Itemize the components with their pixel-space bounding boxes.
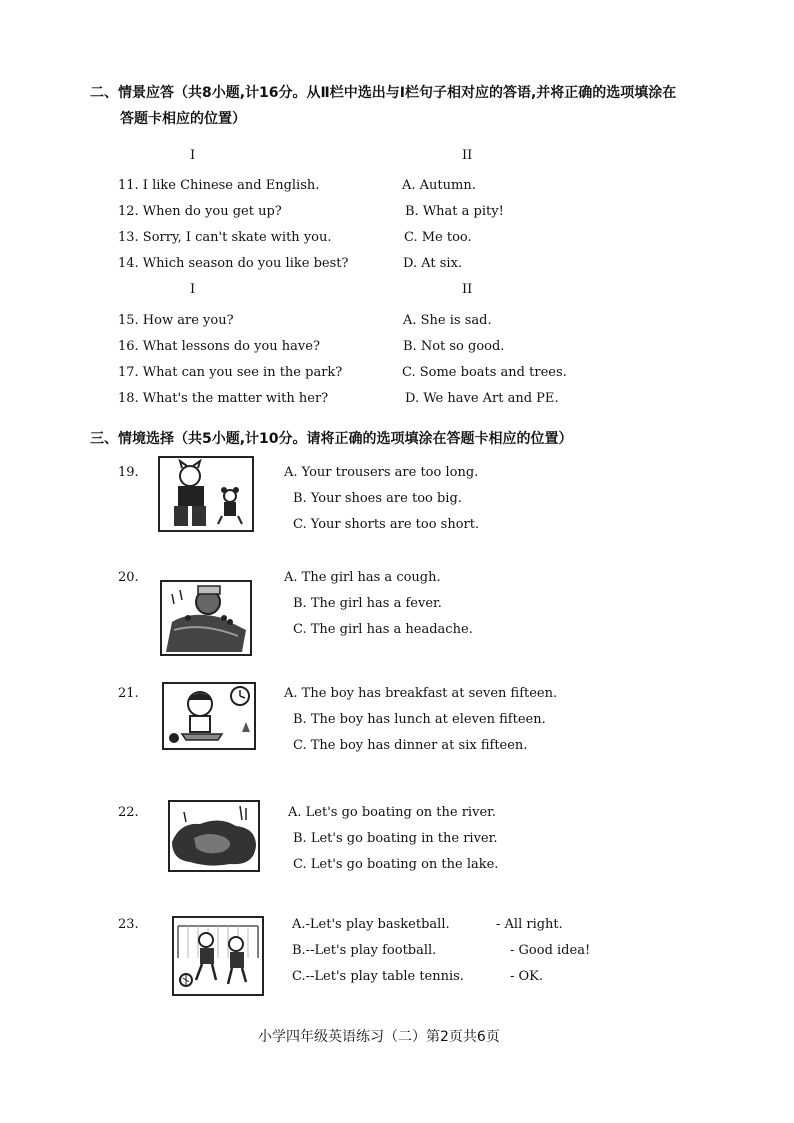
question-15: 15. How are you? [118,313,234,328]
question-11: 11. I like Chinese and English. [118,178,320,193]
option-22-a: A. Let's go boating on the river. [288,805,497,820]
question-21-number: 21. [118,686,139,701]
section3-heading: 三、情境选择（共5小题,计10分。请将正确的选项填涂在答题卡相应的位置） [90,431,573,447]
section2-heading-line2: 答题卡相应的位置） [120,111,246,127]
option-20-a: A. The girl has a cough. [284,570,441,585]
reply-23-a: - All right. [496,917,563,932]
option-20-c: C. The girl has a headache. [293,622,473,637]
question-12: 12. When do you get up? [118,204,282,219]
lake-landscape-picture [168,800,260,872]
column-header-ii: II [462,282,473,297]
option-21-c: C. The boy has dinner at six fifteen. [293,738,528,753]
column-header-ii: II [462,148,473,163]
option-21-a: A. The boy has breakfast at seven fifteen. [284,686,558,701]
sick-girl-in-bed-picture [160,580,252,656]
kids-playing-football-picture [172,916,264,996]
option-19-c: C. Your shorts are too short. [293,517,480,532]
answer-b-group1: B. What a pity! [405,204,504,219]
option-21-b: B. The boy has lunch at eleven fifteen. [293,712,546,727]
option-23-c: C.--Let's play table tennis. [292,969,464,984]
option-20-b: B. The girl has a fever. [293,596,442,611]
option-19-b: B. Your shoes are too big. [293,491,462,506]
boy-eating-with-clock-picture [162,682,256,750]
question-14: 14. Which season do you like best? [118,256,349,271]
reply-23-c: - OK. [510,969,544,984]
question-19-number: 19. [118,465,139,480]
reply-23-b: - Good idea! [510,943,591,958]
column-header-i: I [190,148,196,163]
option-19-a: A. Your trousers are too long. [284,465,479,480]
option-23-a: A.-Let's play basketball. [292,917,450,932]
page-footer: 小学四年级英语练习（二）第2页共6页 [258,1029,500,1045]
cat-and-mouse-clothes-picture [158,456,254,532]
answer-c-group2: C. Some boats and trees. [402,365,567,380]
column-header-i: I [190,282,196,297]
question-13: 13. Sorry, I can't skate with you. [118,230,332,245]
question-16: 16. What lessons do you have? [118,339,320,354]
answer-b-group2: B. Not so good. [403,339,505,354]
section2-heading-line1: 二、情景应答（共8小题,计16分。从Ⅱ栏中选出与I栏句子相对应的答语,并将正确的选项填涂在 [90,85,677,101]
answer-d-group1: D. At six. [403,256,463,271]
question-22-number: 22. [118,805,139,820]
answer-c-group1: C. Me too. [404,230,472,245]
answer-d-group2: D. We have Art and PE. [405,391,559,406]
answer-a-group1: A. Autumn. [402,178,476,193]
option-23-b: B.--Let's play football. [292,943,437,958]
option-22-c: C. Let's go boating on the lake. [293,857,499,872]
answer-a-group2: A. She is sad. [403,313,492,328]
question-20-number: 20. [118,570,139,585]
question-23-number: 23. [118,917,139,932]
question-17: 17. What can you see in the park? [118,365,343,380]
question-18: 18. What's the matter with her? [118,391,329,406]
option-22-b: B. Let's go boating in the river. [293,831,498,846]
